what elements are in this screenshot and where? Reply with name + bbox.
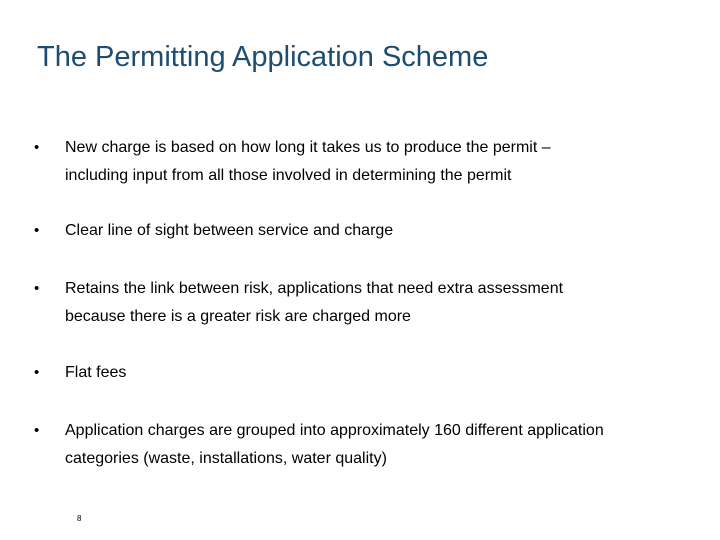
bullet-marker: • — [34, 422, 40, 439]
bullet-line: Retains the link between risk, applications that need extra assessment — [65, 280, 564, 297]
bullet-line: categories (waste, installations, water quality) — [65, 450, 387, 467]
bullet-line: Application charges are grouped into approximately 160 different application — [65, 422, 604, 439]
bullet-text — [65, 217, 695, 245]
bullet-line: New charge is based on how long it takes us to produce the permit – — [65, 139, 551, 156]
slide-title: The Permitting Application Scheme — [37, 41, 489, 73]
bullet-text — [65, 359, 695, 387]
bullet-line: including input from all those involved in determining the permit — [65, 167, 512, 184]
bullet-marker: • — [34, 222, 40, 239]
bullet-text — [65, 417, 695, 473]
bullet-line: Flat fees — [65, 364, 127, 381]
bullet-marker: • — [34, 364, 40, 381]
bullet-marker: • — [34, 280, 40, 297]
bullet-text — [65, 134, 695, 190]
bullet-line: Clear line of sight between service and charge — [65, 222, 394, 239]
page-number: 8 — [77, 514, 82, 523]
bullet-line: because there is a greater risk are charged more — [65, 308, 411, 325]
bullet-text — [65, 275, 695, 331]
bullet-marker: • — [34, 139, 40, 156]
